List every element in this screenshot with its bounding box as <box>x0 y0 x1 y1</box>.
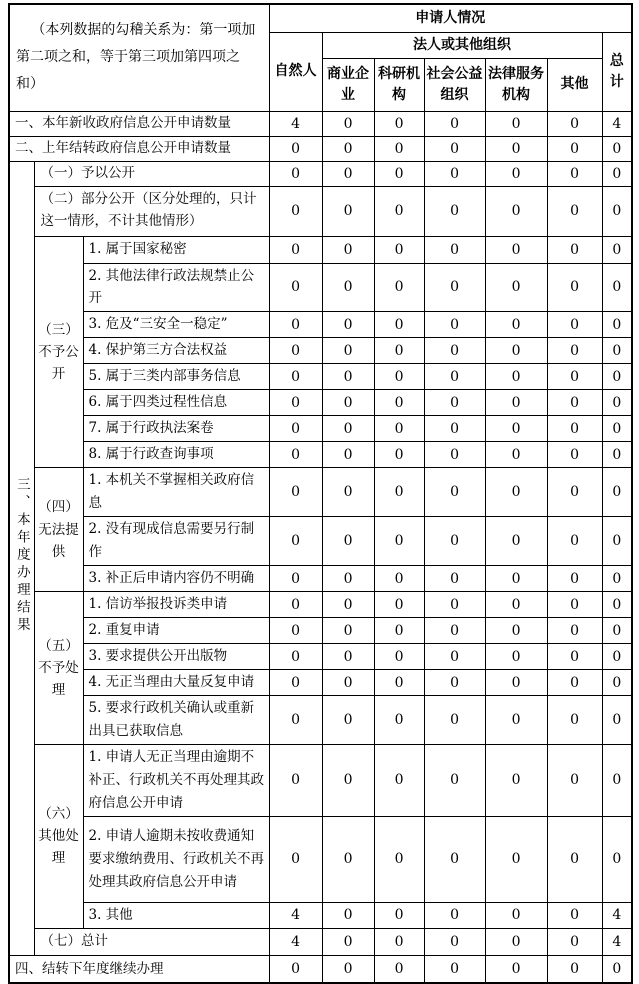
value-cell: 0 <box>269 468 322 517</box>
value-cell: 0 <box>424 364 485 390</box>
value-cell: 0 <box>485 338 547 364</box>
value-cell: 0 <box>485 618 547 644</box>
value-cell: 0 <box>602 390 632 416</box>
value-cell: 0 <box>485 816 547 902</box>
value-cell: 0 <box>374 263 424 312</box>
row-label: 3. 补正后申请内容仍不明确 <box>83 566 269 592</box>
row-label: 2. 其他法律行政法规禁止公开 <box>83 263 269 312</box>
value-cell: 0 <box>322 312 374 338</box>
value-cell: 0 <box>322 161 374 186</box>
row-label: 2. 重复申请 <box>83 618 269 644</box>
table-row <box>9 186 632 236</box>
value-cell: 0 <box>424 566 485 592</box>
row-label: 5. 要求行政机关确认或重新出具已获取信息 <box>83 696 269 745</box>
value-cell: 0 <box>374 902 424 928</box>
value-cell: 0 <box>547 111 602 136</box>
table-row <box>9 161 632 186</box>
row-label: 6. 属于四类过程性信息 <box>83 390 269 416</box>
table-row <box>9 955 632 983</box>
header-public-welfare-org: 社会公益组织 <box>424 58 485 111</box>
row-label: 8. 属于行政查询事项 <box>83 442 269 468</box>
table-row <box>9 338 632 364</box>
table-row <box>9 136 632 161</box>
group-label-disclosed: （一）予以公开 <box>34 161 269 186</box>
value-cell: 0 <box>322 618 374 644</box>
value-cell: 0 <box>485 186 547 236</box>
value-cell: 0 <box>322 136 374 161</box>
value-cell: 0 <box>374 517 424 566</box>
value-cell: 0 <box>424 517 485 566</box>
value-cell: 0 <box>269 364 322 390</box>
value-cell: 0 <box>602 644 632 670</box>
table-row <box>9 592 632 618</box>
value-cell: 0 <box>374 592 424 618</box>
value-cell: 0 <box>322 263 374 312</box>
table-row <box>9 263 632 312</box>
value-cell: 0 <box>485 468 547 517</box>
value-cell: 0 <box>424 263 485 312</box>
value-cell: 0 <box>269 186 322 236</box>
header-total: 总计 <box>602 32 632 111</box>
row-label: 1. 本机关不掌握相关政府信息 <box>83 468 269 517</box>
value-cell: 0 <box>602 517 632 566</box>
value-cell: 0 <box>322 517 374 566</box>
value-cell: 0 <box>424 442 485 468</box>
value-cell: 0 <box>322 902 374 928</box>
table-row <box>9 236 632 263</box>
value-cell: 0 <box>424 696 485 745</box>
value-cell: 0 <box>485 928 547 955</box>
table-row <box>9 928 632 955</box>
value-cell: 0 <box>424 592 485 618</box>
value-cell: 0 <box>485 390 547 416</box>
value-cell: 0 <box>374 744 424 816</box>
value-cell: 0 <box>547 744 602 816</box>
value-cell: 0 <box>485 364 547 390</box>
header-commercial-enterprise: 商业企业 <box>322 58 374 111</box>
value-cell: 0 <box>485 517 547 566</box>
value-cell: 0 <box>547 816 602 902</box>
value-cell: 0 <box>547 442 602 468</box>
row-label-new-applications: 一、本年新收政府信息公开申请数量 <box>9 111 269 136</box>
value-cell: 0 <box>485 592 547 618</box>
value-cell: 0 <box>374 111 424 136</box>
table-row <box>9 644 632 670</box>
value-cell: 0 <box>547 696 602 745</box>
value-cell: 0 <box>322 390 374 416</box>
table-row <box>9 618 632 644</box>
value-cell: 0 <box>602 186 632 236</box>
value-cell: 0 <box>269 696 322 745</box>
value-cell: 0 <box>269 618 322 644</box>
value-cell: 0 <box>485 670 547 696</box>
value-cell: 0 <box>485 644 547 670</box>
group-label-not-processed: （五）不予处理 <box>34 592 83 745</box>
value-cell: 0 <box>374 644 424 670</box>
value-cell: 0 <box>547 902 602 928</box>
header-applicant-group: 申请人情况 <box>269 4 632 32</box>
header-legal-service-org: 法律服务机构 <box>485 58 547 111</box>
row-label: 1. 属于国家秘密 <box>83 236 269 263</box>
value-cell: 0 <box>374 364 424 390</box>
value-cell: 0 <box>485 263 547 312</box>
group-label-unable-to-provide: （四）无法提供 <box>34 468 83 592</box>
value-cell: 0 <box>424 744 485 816</box>
value-cell: 0 <box>547 416 602 442</box>
header-legal-org-group: 法人或其他组织 <box>322 32 602 58</box>
disclosure-applications-table <box>8 3 633 984</box>
value-cell: 0 <box>424 468 485 517</box>
header-research-institute: 科研机构 <box>374 58 424 111</box>
table-row <box>9 312 632 338</box>
value-cell: 0 <box>485 312 547 338</box>
value-cell: 0 <box>547 644 602 670</box>
row-label: 3. 要求提供公开出版物 <box>83 644 269 670</box>
value-cell: 0 <box>322 236 374 263</box>
value-cell: 4 <box>602 928 632 955</box>
value-cell: 0 <box>485 902 547 928</box>
value-cell: 0 <box>424 670 485 696</box>
table-row <box>9 744 632 816</box>
section3-vertical-cell <box>9 161 34 955</box>
value-cell: 4 <box>269 111 322 136</box>
value-cell: 0 <box>485 442 547 468</box>
value-cell: 0 <box>602 566 632 592</box>
value-cell: 0 <box>602 338 632 364</box>
group-label-partially-disclosed: （二）部分公开（区分处理的，只计这一情形，不计其他情形） <box>34 186 269 236</box>
value-cell: 0 <box>322 644 374 670</box>
value-cell: 0 <box>374 416 424 442</box>
value-cell: 0 <box>322 468 374 517</box>
value-cell: 0 <box>269 644 322 670</box>
value-cell: 0 <box>602 955 632 983</box>
row-label: 4. 无正当理由大量反复申请 <box>83 670 269 696</box>
value-cell: 0 <box>322 928 374 955</box>
value-cell: 0 <box>547 390 602 416</box>
value-cell: 0 <box>269 338 322 364</box>
row-label: 1. 申请人无正当理由逾期不补正、行政机关不再处理其政府信息公开申请 <box>83 744 269 816</box>
header-natural-person: 自然人 <box>269 32 322 111</box>
row-label: 5. 属于三类内部事务信息 <box>83 364 269 390</box>
value-cell: 0 <box>547 136 602 161</box>
value-cell: 0 <box>424 955 485 983</box>
value-cell: 0 <box>602 416 632 442</box>
value-cell: 0 <box>424 111 485 136</box>
value-cell: 0 <box>485 136 547 161</box>
value-cell: 0 <box>374 312 424 338</box>
value-cell: 0 <box>547 468 602 517</box>
value-cell: 0 <box>374 236 424 263</box>
value-cell: 0 <box>547 186 602 236</box>
value-cell: 0 <box>424 390 485 416</box>
value-cell: 0 <box>322 955 374 983</box>
table-row <box>9 468 632 517</box>
value-cell: 0 <box>269 442 322 468</box>
value-cell: 0 <box>424 186 485 236</box>
value-cell: 4 <box>602 111 632 136</box>
value-cell: 0 <box>374 928 424 955</box>
value-cell: 4 <box>602 902 632 928</box>
value-cell: 0 <box>602 618 632 644</box>
value-cell: 0 <box>424 644 485 670</box>
value-cell: 0 <box>602 442 632 468</box>
value-cell: 0 <box>322 186 374 236</box>
value-cell: 0 <box>602 468 632 517</box>
value-cell: 0 <box>547 618 602 644</box>
table-row <box>9 390 632 416</box>
value-cell: 0 <box>547 928 602 955</box>
value-cell: 0 <box>374 566 424 592</box>
table-row <box>9 566 632 592</box>
row-label: 3. 其他 <box>83 902 269 928</box>
row-label: 3. 危及“三安全一稳定” <box>83 312 269 338</box>
table-row <box>9 442 632 468</box>
value-cell: 0 <box>547 263 602 312</box>
value-cell: 0 <box>374 816 424 902</box>
value-cell: 0 <box>322 592 374 618</box>
table-row <box>9 111 632 136</box>
value-cell: 0 <box>547 670 602 696</box>
value-cell: 0 <box>269 517 322 566</box>
value-cell: 0 <box>547 161 602 186</box>
value-cell: 0 <box>424 338 485 364</box>
value-cell: 4 <box>269 902 322 928</box>
value-cell: 0 <box>322 442 374 468</box>
row-label: 4. 保护第三方合法权益 <box>83 338 269 364</box>
value-cell: 0 <box>547 955 602 983</box>
value-cell: 0 <box>485 744 547 816</box>
value-cell: 0 <box>485 416 547 442</box>
header-other-org: 其他 <box>547 58 602 111</box>
value-cell: 0 <box>374 161 424 186</box>
value-cell: 0 <box>374 442 424 468</box>
value-cell: 0 <box>322 696 374 745</box>
value-cell: 4 <box>269 928 322 955</box>
value-cell: 0 <box>485 696 547 745</box>
value-cell: 0 <box>269 955 322 983</box>
value-cell: 0 <box>424 416 485 442</box>
row-label-carry-to-next-year: 四、结转下年度继续办理 <box>9 955 269 983</box>
value-cell: 0 <box>374 618 424 644</box>
value-cell: 0 <box>269 816 322 902</box>
value-cell: 0 <box>602 364 632 390</box>
value-cell: 0 <box>269 263 322 312</box>
value-cell: 0 <box>485 955 547 983</box>
value-cell: 0 <box>602 592 632 618</box>
group-label-other-handling: （六）其他处理 <box>34 744 83 928</box>
value-cell: 0 <box>602 263 632 312</box>
value-cell: 0 <box>269 592 322 618</box>
header-row-1 <box>9 4 632 32</box>
value-cell: 0 <box>547 517 602 566</box>
value-cell: 0 <box>602 816 632 902</box>
value-cell: 0 <box>322 670 374 696</box>
value-cell: 0 <box>322 364 374 390</box>
section3-label: 三、本年度办理结果 <box>13 477 30 635</box>
value-cell: 0 <box>602 670 632 696</box>
value-cell: 0 <box>424 236 485 263</box>
value-cell: 0 <box>269 744 322 816</box>
row-label-carryover: 二、上年结转政府信息公开申请数量 <box>9 136 269 161</box>
value-cell: 0 <box>547 566 602 592</box>
value-cell: 0 <box>485 111 547 136</box>
row-label: 2. 申请人逾期未按收费通知要求缴纳费用、行政机关不再处理其政府信息公开申请 <box>83 816 269 902</box>
value-cell: 0 <box>269 670 322 696</box>
table-row <box>9 696 632 745</box>
value-cell: 0 <box>424 928 485 955</box>
table-row <box>9 670 632 696</box>
value-cell: 0 <box>374 670 424 696</box>
value-cell: 0 <box>374 186 424 236</box>
value-cell: 0 <box>602 136 632 161</box>
value-cell: 0 <box>424 816 485 902</box>
value-cell: 0 <box>374 955 424 983</box>
value-cell: 0 <box>547 364 602 390</box>
value-cell: 0 <box>602 161 632 186</box>
value-cell: 0 <box>424 161 485 186</box>
value-cell: 0 <box>424 902 485 928</box>
table-row <box>9 364 632 390</box>
value-cell: 0 <box>269 161 322 186</box>
value-cell: 0 <box>269 416 322 442</box>
value-cell: 0 <box>547 236 602 263</box>
value-cell: 0 <box>485 161 547 186</box>
value-cell: 0 <box>602 312 632 338</box>
table-row <box>9 902 632 928</box>
value-cell: 0 <box>374 136 424 161</box>
row-label: 1. 信访举报投诉类申请 <box>83 592 269 618</box>
value-cell: 0 <box>322 111 374 136</box>
value-cell: 0 <box>602 236 632 263</box>
value-cell: 0 <box>269 566 322 592</box>
value-cell: 0 <box>424 312 485 338</box>
value-cell: 0 <box>547 312 602 338</box>
value-cell: 0 <box>374 468 424 517</box>
value-cell: 0 <box>269 312 322 338</box>
value-cell: 0 <box>374 338 424 364</box>
table-row <box>9 816 632 902</box>
value-cell: 0 <box>547 592 602 618</box>
value-cell: 0 <box>322 566 374 592</box>
table-row <box>9 517 632 566</box>
value-cell: 0 <box>322 816 374 902</box>
value-cell: 0 <box>547 338 602 364</box>
group-label-subtotal: （七）总计 <box>34 928 269 955</box>
row-label: 7. 属于行政执法案卷 <box>83 416 269 442</box>
value-cell: 0 <box>424 136 485 161</box>
value-cell: 0 <box>374 390 424 416</box>
value-cell: 0 <box>269 390 322 416</box>
table-row <box>9 416 632 442</box>
group-label-not-disclosed: （三）不予公开 <box>34 236 83 468</box>
value-cell: 0 <box>485 566 547 592</box>
value-cell: 0 <box>269 236 322 263</box>
value-cell: 0 <box>322 338 374 364</box>
value-cell: 0 <box>374 696 424 745</box>
value-cell: 0 <box>485 236 547 263</box>
value-cell: 0 <box>424 618 485 644</box>
note-cell: （本列数据的勾稽关系为：第一项加第二项之和，等于第三项加第四项之和） <box>9 4 269 111</box>
row-label: 2. 没有现成信息需要另行制作 <box>83 517 269 566</box>
value-cell: 0 <box>322 416 374 442</box>
value-cell: 0 <box>322 744 374 816</box>
value-cell: 0 <box>602 696 632 745</box>
value-cell: 0 <box>602 744 632 816</box>
value-cell: 0 <box>269 136 322 161</box>
